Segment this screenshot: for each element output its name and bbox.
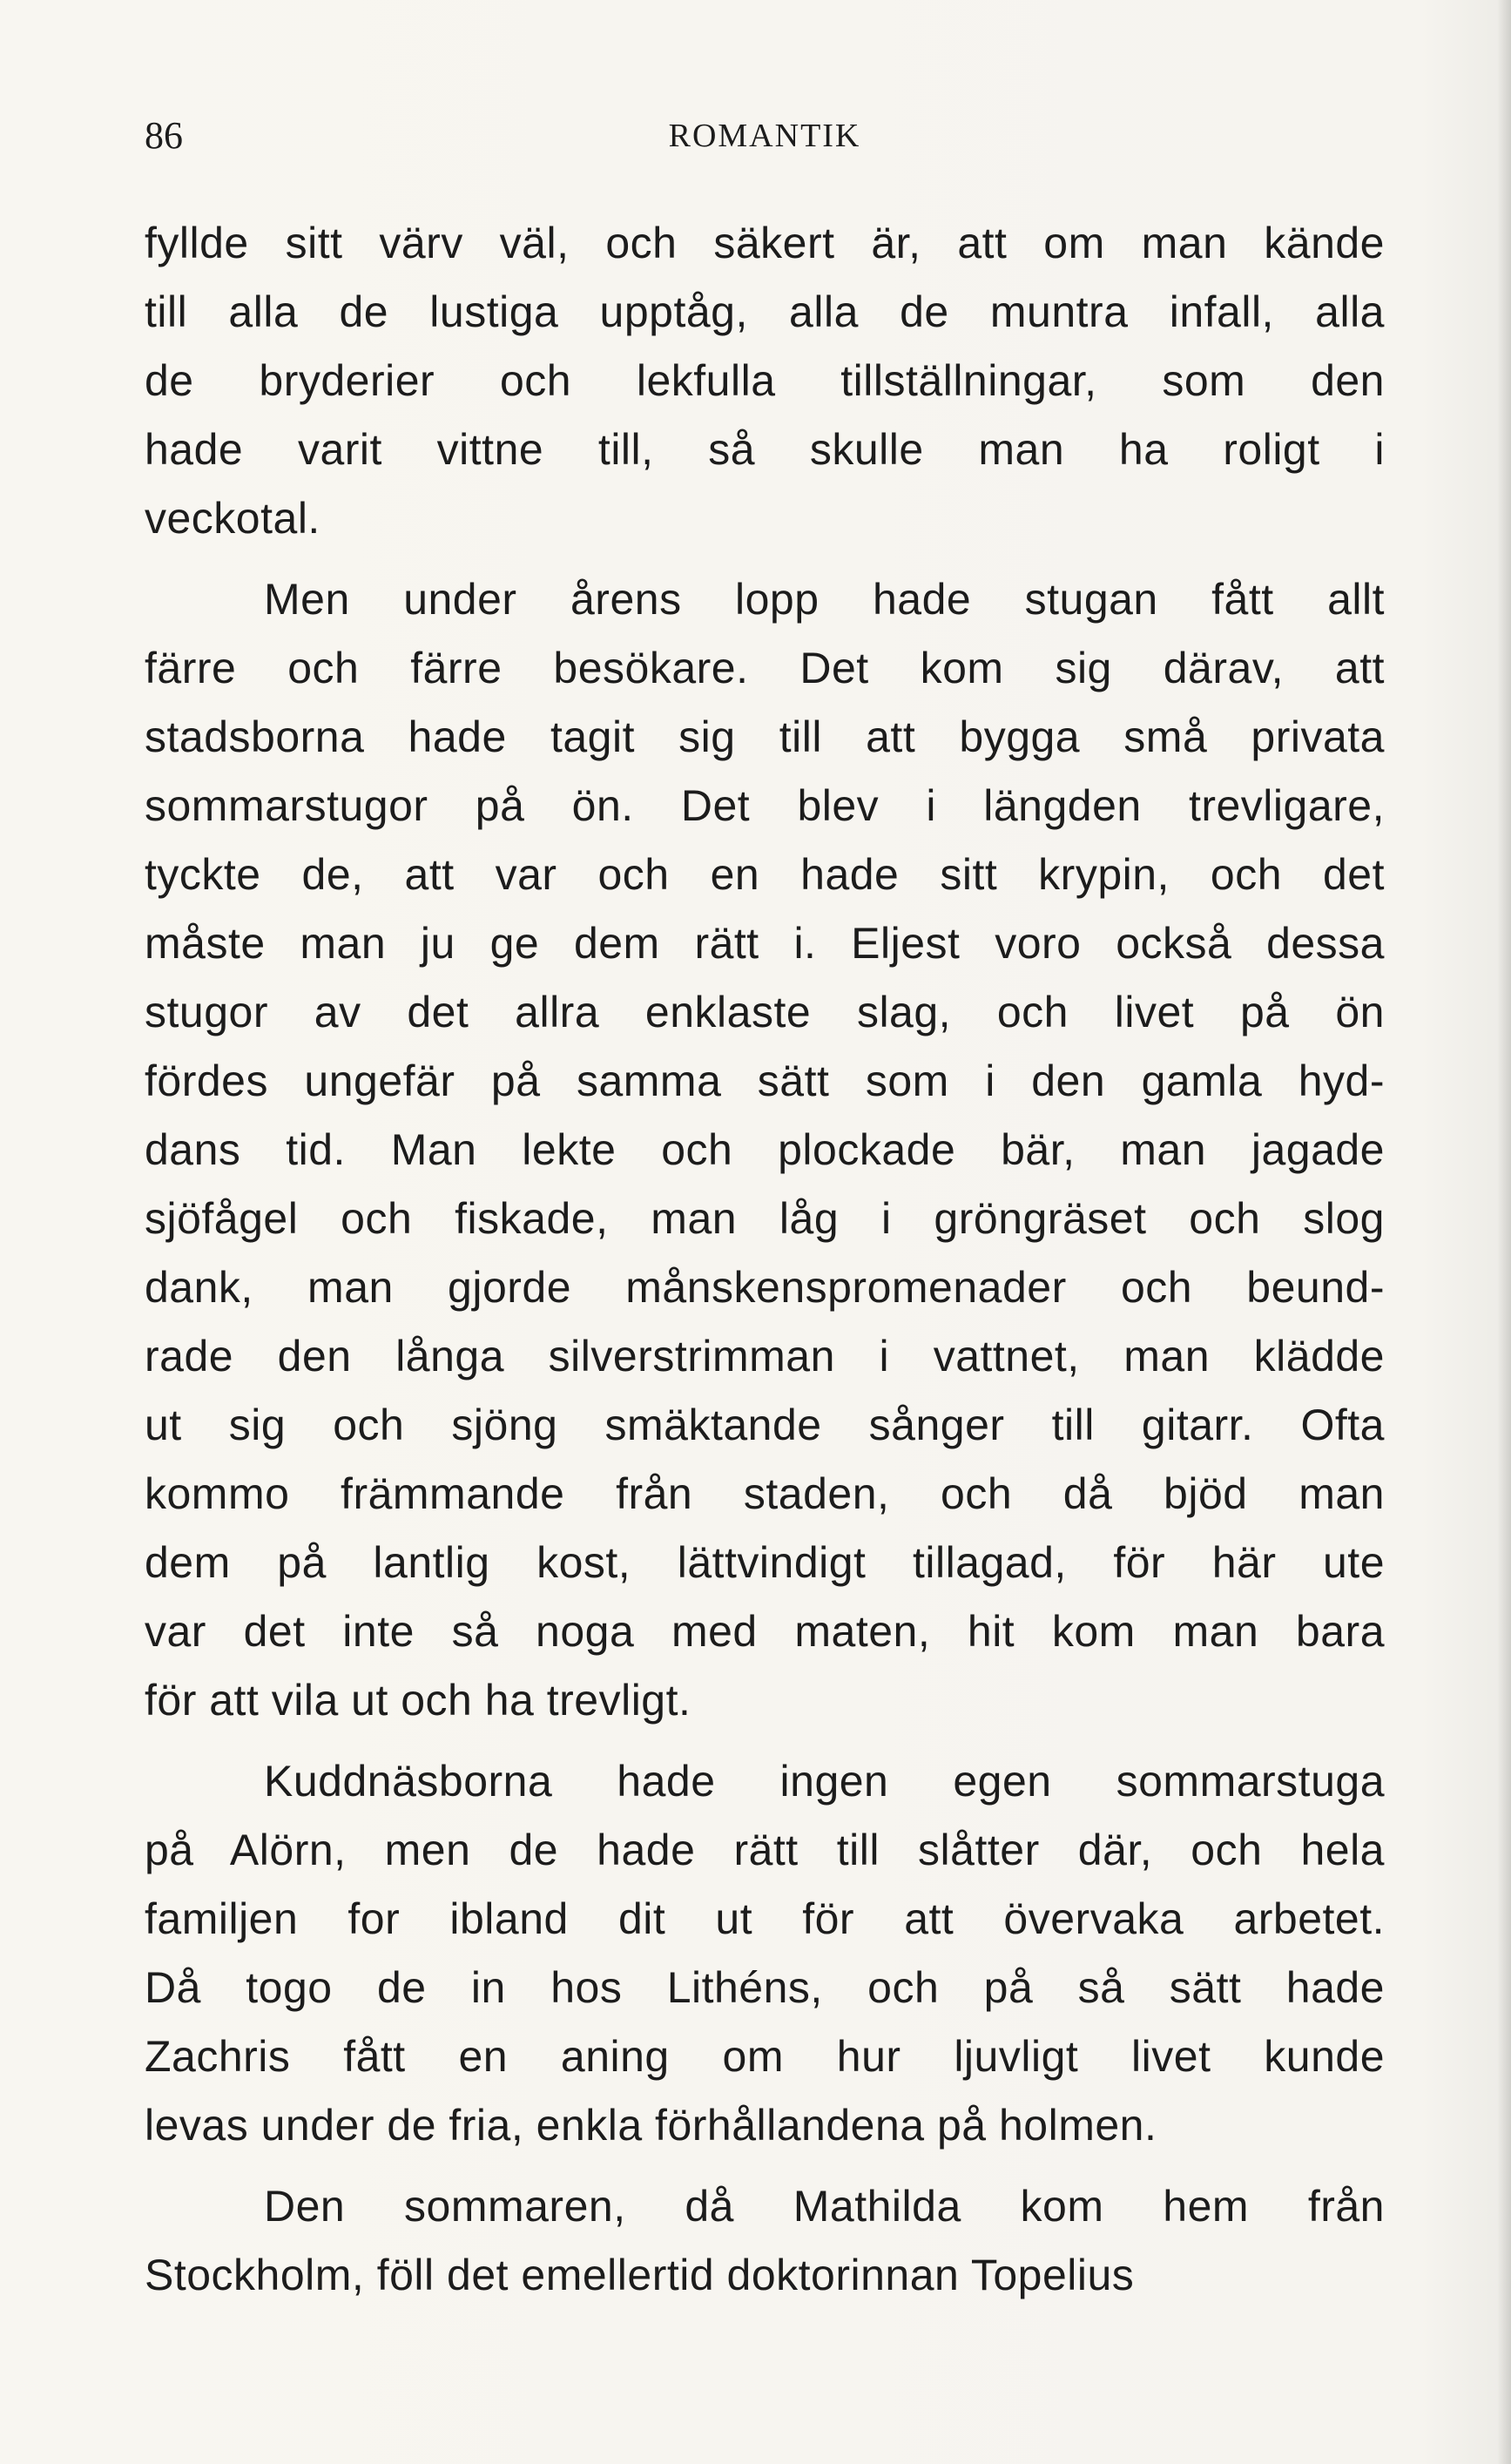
text-line: sommarstugor på ön. Det blev i längden trevligare, (145, 781, 1385, 830)
paragraph (145, 1747, 1385, 2160)
text-line: dem på lantlig kost, lättvindigt tillagad, för här ute (145, 1538, 1385, 1587)
text-line: familjen for ibland dit ut för att övervaka arbetet. (145, 1894, 1385, 1943)
text-line: veckotal. (145, 494, 320, 543)
text-line: Den sommaren, då Mathilda kom hem från (264, 2182, 1385, 2231)
text-line: fyllde sitt värv väl, och säkert är, att om man kände (145, 219, 1385, 267)
paragraph-gap (145, 553, 1385, 565)
text-line: måste man ju ge dem rätt i. Eljest voro också dessa (145, 919, 1385, 968)
text-line: Zachris fått en aning om hur ljuvligt livet kunde (145, 2032, 1385, 2081)
text-line: hade varit vittne till, så skulle man ha roligt i (145, 425, 1385, 474)
text-line: för att vila ut och ha trevligt. (145, 1676, 691, 1725)
text-line: de bryderier och lekfulla tillställningar, som den (145, 356, 1385, 405)
page-number: 86 (145, 114, 183, 157)
text-line: färre och färre besökare. Det kom sig därav, att (145, 644, 1385, 692)
text-line: stugor av det allra enklaste slag, och livet på ön (145, 988, 1385, 1036)
text-line: Stockholm, föll det emellertid doktorinnan Topelius (145, 2251, 1135, 2299)
paragraph-gap (145, 2160, 1385, 2172)
text-line: dank, man gjorde månskenspromenader och beund- (145, 1263, 1385, 1312)
paragraph-gap (145, 1735, 1385, 1747)
text-line: Men under årens lopp hade stugan fått allt (264, 575, 1385, 624)
body-text (145, 209, 1385, 2310)
text-line: Kuddnäsborna hade ingen egen sommarstuga (264, 1757, 1385, 1806)
text-line: Då togo de in hos Lithéns, och på så sätt hade (145, 1963, 1385, 2012)
text-line: stadsborna hade tagit sig till att bygga små privata (145, 712, 1385, 761)
page-header (145, 111, 1385, 160)
text-line: levas under de fria, enkla förhållandena på holmen. (145, 2101, 1157, 2150)
text-line: dans tid. Man lekte och plockade bär, man jagade (145, 1125, 1385, 1174)
paragraph (145, 565, 1385, 1735)
paragraph (145, 2172, 1385, 2310)
text-line: på Alörn, men de hade rätt till slåtter där, och hela (145, 1826, 1385, 1874)
text-line: fördes ungefär på samma sätt som i den gamla hyd- (145, 1056, 1385, 1105)
text-line: var det inte så noga med maten, hit kom man bara (145, 1607, 1385, 1656)
text-line: tyckte de, att var och en hade sitt krypin, och det (145, 850, 1385, 899)
text-line: kommo främmande från staden, och då bjöd man (145, 1469, 1385, 1518)
running-head: ROMANTIK (668, 118, 861, 154)
text-line: till alla de lustiga upptåg, alla de muntra infall, alla (145, 287, 1385, 336)
text-line: rade den långa silverstrimman i vattnet, man klädde (145, 1332, 1385, 1381)
text-line: ut sig och sjöng smäktande sånger till gitarr. Ofta (145, 1401, 1385, 1449)
page-edge-shadow (1497, 0, 1511, 2464)
text-line: sjöfågel och fiskade, man låg i gröngräset och slog (145, 1194, 1385, 1243)
paragraph (145, 209, 1385, 553)
